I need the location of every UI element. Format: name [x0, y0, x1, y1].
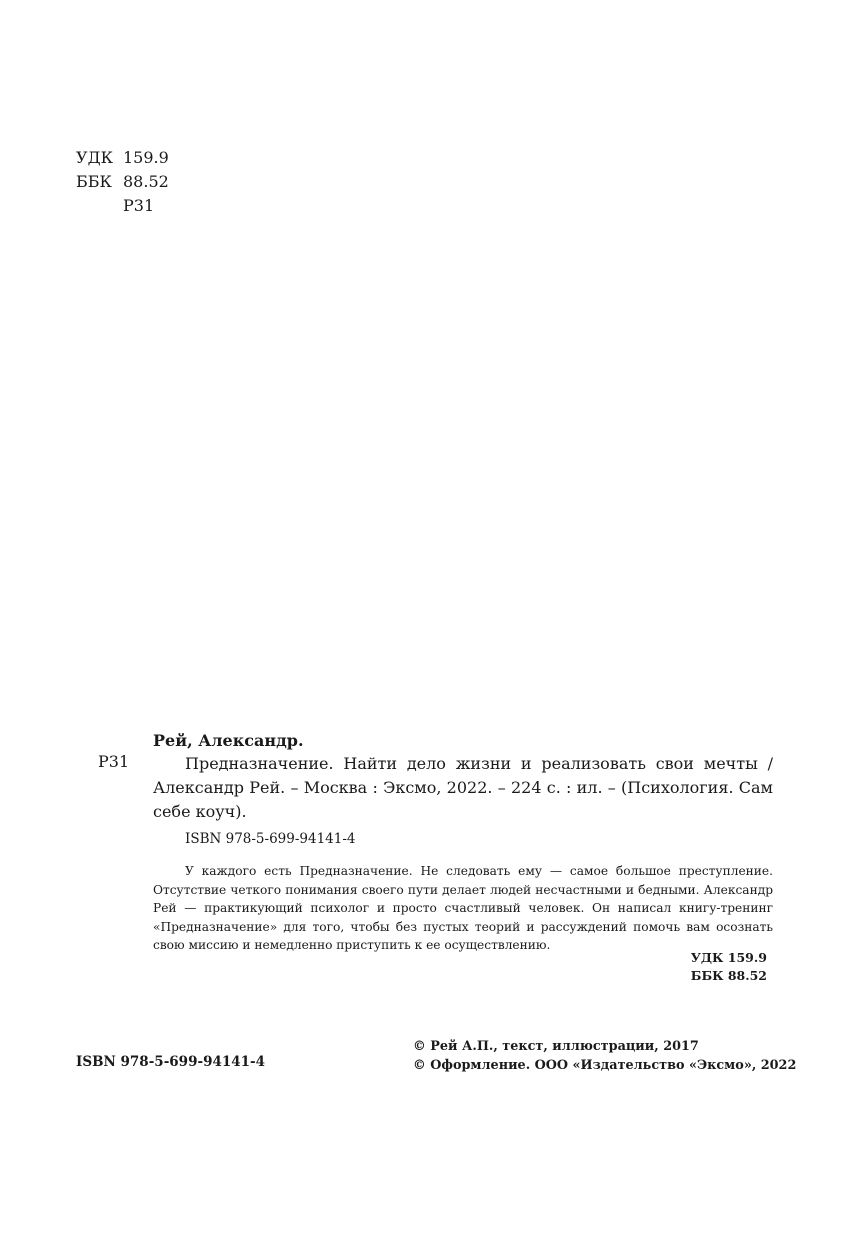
record-isbn: ISBN 978-5-699-94141-4 [185, 831, 356, 847]
bbk-value: 88.52 [123, 172, 169, 191]
udk-label: УДК [76, 148, 113, 167]
bibliographic-description: Предназначение. Найти дело жизни и реализовать свои мечты / Александр Рей. – Москва : Эксмо, 2022. – 224 с. : ил. – (Психология. Сам себе коуч). [153, 754, 773, 821]
record-bbk: ББК 88.52 [690, 968, 767, 983]
bbk-label: ББК [76, 172, 112, 191]
copyright-text-line: © Рей А.П., текст, иллюстрации, 2017 [413, 1039, 699, 1054]
footer-isbn: ISBN 978-5-699-94141-4 [76, 1054, 266, 1070]
bbk-row [76, 170, 169, 194]
udk-value: 159.9 [123, 148, 169, 167]
cutter-number: Р31 [123, 196, 155, 215]
record-classification [691, 949, 767, 985]
udk-row [76, 146, 169, 170]
record-udk: УДК 159.9 [690, 950, 767, 965]
copyright-block [413, 1037, 796, 1075]
annotation: У каждого есть Предназначение. Не следовать ему — самое большое преступление. Отсутствие четкого понимания своего пути делает людей несчастными и бедными. Александр Рей — практикующий психолог и просто счастливый человек. Он написал книгу-тренинг «Предназначение» для того, чтобы без пустых теорий и рассуждений помочь вам осознать свою миссию и немедленно приступить к ее осуществлению. [153, 864, 773, 952]
cutter-row [76, 194, 169, 218]
record-cutter: Р31 [98, 752, 130, 771]
copyright-design-line: © Оформление. ООО «Издательство «Эксмо», 2022 [413, 1058, 797, 1073]
author-heading: Рей, Александр. [153, 731, 304, 750]
classification-block [76, 146, 169, 218]
